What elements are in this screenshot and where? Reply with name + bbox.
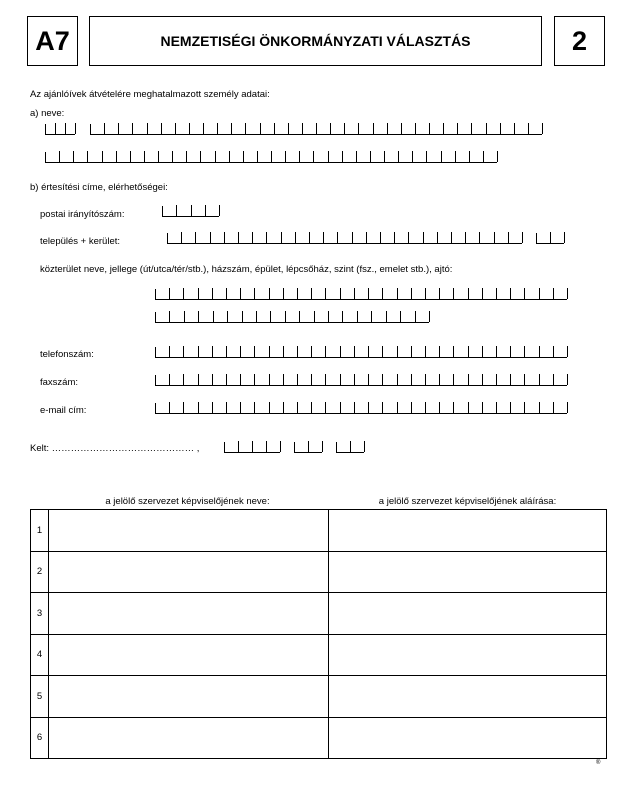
table-row [31,676,607,718]
table-row [31,551,607,593]
street-label: közterület neve, jellege (út/utca/tér/stb.), házszám, épület, lépcsőház, szint (fsz., emelet stb.), ajtó: [40,264,453,275]
section-a-label: a) neve: [30,108,65,119]
representative-signature-cell[interactable] [329,551,607,593]
email-label: e-mail cím: [40,405,87,416]
table-row [31,634,607,676]
email-field[interactable] [155,403,567,414]
section-b-label: b) értesítési címe, elérhetőségei: [30,182,168,193]
representative-name-cell[interactable] [49,510,329,552]
district-field[interactable] [536,233,564,244]
phone-label: telefonszám: [40,349,94,360]
day-field[interactable] [336,442,364,453]
page-number: 2 [554,16,605,66]
representative-signature-cell[interactable] [329,717,607,759]
postal-code-label: postai irányítószám: [40,209,125,220]
registered-mark: ® [596,760,601,766]
row-number: 1 [31,510,49,552]
street-line-1-field[interactable] [155,289,567,300]
dated-label: Kelt: ……………………………………… , [30,443,200,454]
representative-signature-cell[interactable] [329,510,607,552]
row-number: 3 [31,593,49,635]
representative-name-cell[interactable] [49,676,329,718]
year-field[interactable] [224,442,280,453]
settlement-field[interactable] [167,233,522,244]
signature-column-header: a jelölő szervezet képviselőjének aláírása: [378,496,557,507]
name-line-1-field[interactable] [90,124,542,135]
name-prefix-field[interactable] [45,124,75,135]
fax-field[interactable] [155,375,567,386]
representative-name-cell[interactable] [49,593,329,635]
representative-signature-cell[interactable] [329,634,607,676]
intro-text: Az ajánlóívek átvételére meghatalmazott személy adatai: [30,89,270,100]
representative-name-cell[interactable] [49,551,329,593]
street-line-2-field[interactable] [155,312,429,323]
row-number: 4 [31,634,49,676]
postal-code-field[interactable] [162,206,219,217]
table-row [31,510,607,552]
month-field[interactable] [294,442,322,453]
phone-field[interactable] [155,347,567,358]
settlement-label: település + kerület: [40,236,121,247]
table-row [31,717,607,759]
name-column-header: a jelölő szervezet képviselőjének neve: [105,496,270,507]
row-number: 5 [31,676,49,718]
row-number: 6 [31,717,49,759]
representative-signature-cell[interactable] [329,593,607,635]
page-title: NEMZETISÉGI ÖNKORMÁNYZATI VÁLASZTÁS [89,16,542,66]
fax-label: faxszám: [40,377,79,388]
name-line-2-field[interactable] [45,152,497,163]
representative-name-cell[interactable] [49,717,329,759]
form-code: A7 [27,16,78,66]
representative-name-cell[interactable] [49,634,329,676]
table-row [31,593,607,635]
representative-signature-cell[interactable] [329,676,607,718]
representatives-table [30,509,607,759]
row-number: 2 [31,551,49,593]
